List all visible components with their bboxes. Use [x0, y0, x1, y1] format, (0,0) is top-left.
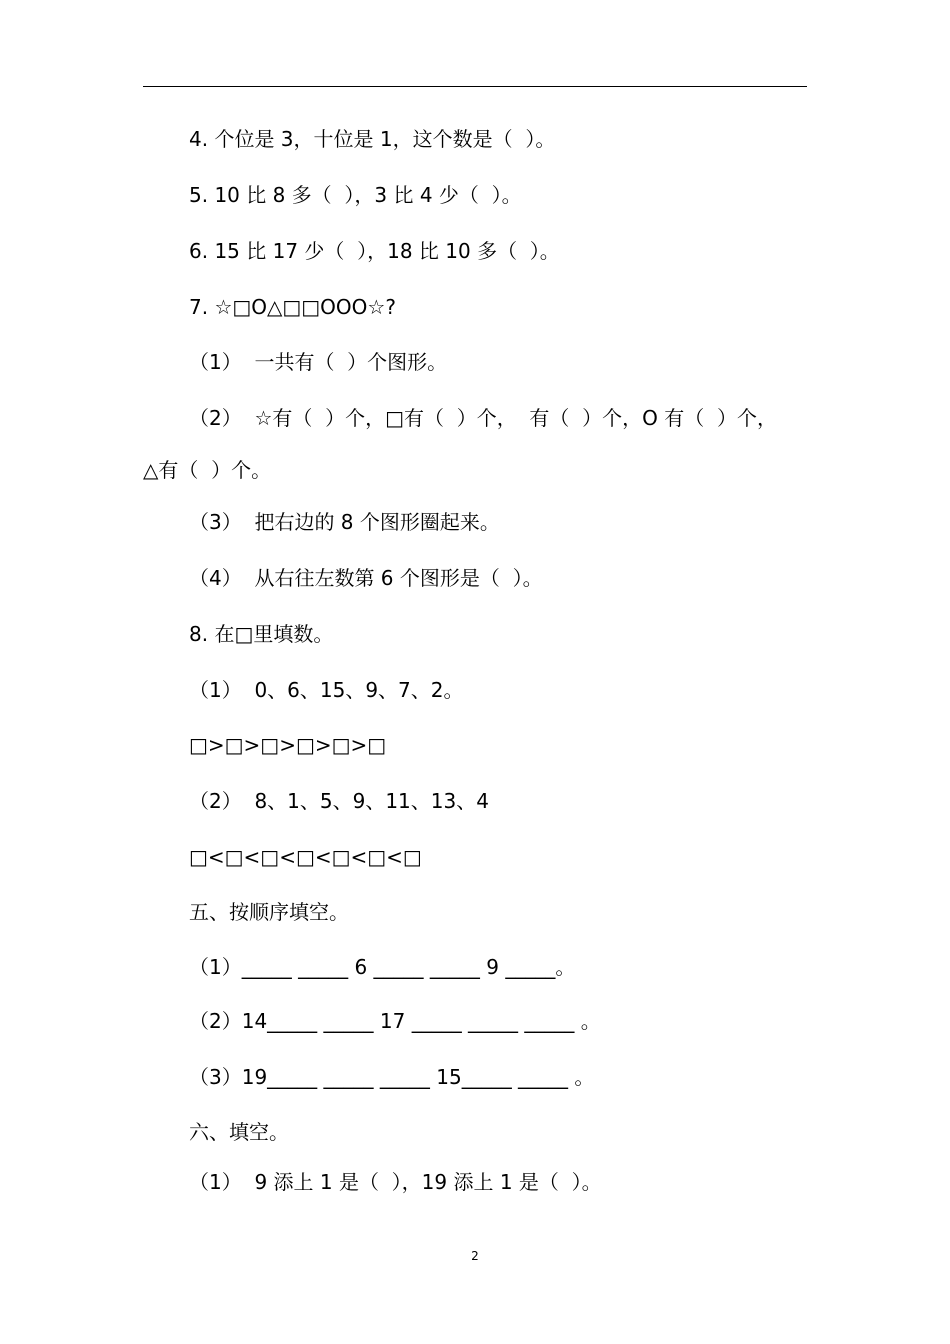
section-5-part-2: （2）14_____ _____ 17 _____ _____ _____ 。	[189, 1009, 601, 1033]
question-4: 4. 个位是 3，十位是 1，这个数是（ ）。	[189, 127, 556, 151]
section-5-part-1: （1）_____ _____ 6 _____ _____ 9 _____。	[189, 955, 576, 979]
question-8-part-1: （1） 0、6、15、9、7、2。	[189, 678, 464, 702]
section-5-heading: 五、按顺序填空。	[189, 900, 349, 924]
question-8-part-1-answer-boxes: □>□>□>□>□>□	[189, 733, 387, 757]
question-7-part-2-continued: △有（ ）个。	[143, 458, 272, 482]
question-8: 8. 在□里填数。	[189, 622, 334, 646]
question-8-part-2-answer-boxes: □<□<□<□<□<□<□	[189, 845, 422, 869]
question-8-part-2: （2） 8、1、5、9、11、13、4	[189, 789, 489, 813]
header-rule	[143, 86, 807, 87]
question-5: 5. 10 比 8 多（ ），3 比 4 少（ ）。	[189, 183, 522, 207]
question-7-part-1: （1） 一共有（ ）个图形。	[189, 350, 448, 374]
section-6-part-1: （1） 9 添上 1 是（ ），19 添上 1 是（ ）。	[189, 1170, 602, 1194]
question-6: 6. 15 比 17 少（ ），18 比 10 多（ ）。	[189, 239, 560, 263]
page-number: 2	[471, 1249, 479, 1263]
section-6-heading: 六、填空。	[189, 1120, 289, 1144]
section-5-part-3: （3）19_____ _____ _____ 15_____ _____ 。	[189, 1065, 595, 1089]
question-7-part-2: （2） ☆有（ ）个，□有（ ）个， 有（ ）个，O 有（ ）个，	[189, 406, 777, 430]
question-7-part-3: （3） 把右边的 8 个图形圈起来。	[189, 510, 500, 534]
question-7: 7. ☆□O△□□OOO☆?	[189, 295, 396, 319]
question-7-part-4: （4） 从右往左数第 6 个图形是（ ）。	[189, 566, 543, 590]
